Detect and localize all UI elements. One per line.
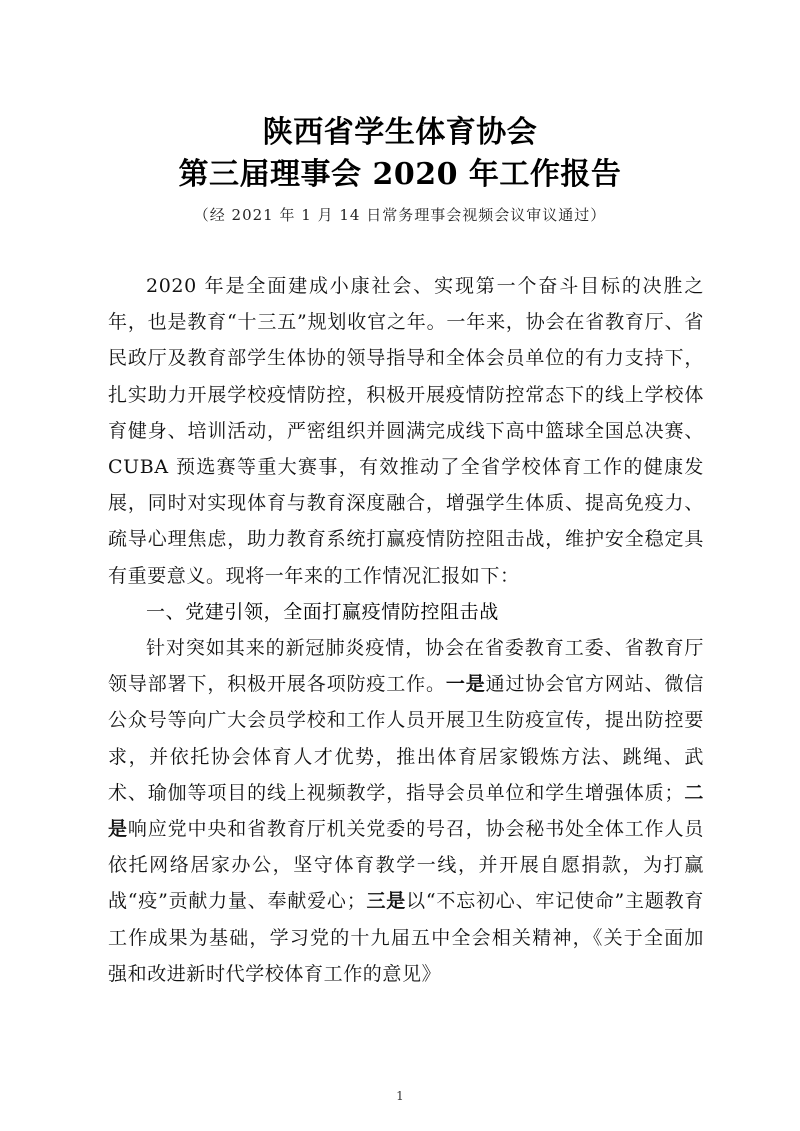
section-1-lead: 针对突如其来的新冠肺炎疫情，协会在省委教育工委、省教育厅领导部署下，积极开展各项防疫工作。: [108, 637, 704, 696]
point-3-label: 三是: [366, 890, 407, 913]
point-2-text: 响应党中央和省教育厅机关党委的号召，协会秘书处全体工作人员依托网络居家办公，坚守体育教学一线，并开展自愿捐款，为打赢战“疫”贡献力量、奉献爱心；: [108, 818, 705, 913]
point-3-text: 以“不忘初心、牢记使命”主题教育工作成果为基础，学习党的十九届五中全会相关精神，《关于全面加强和改进新时代学校体育工作的意见》: [108, 890, 705, 985]
document-title-line-2: 第三届理事会 2020 年工作报告: [178, 157, 622, 192]
section-1-paragraph: [108, 630, 704, 992]
page-number: 1: [396, 1089, 404, 1103]
document-title-line-1: 陕西省学生体育协会: [262, 115, 538, 150]
point-1-label: 一是: [445, 673, 486, 696]
document-subtitle: （经 2021 年 1 月 14 日常务理事会视频会议审议通过）: [193, 206, 607, 224]
point-1-text: 通过协会官方网站、微信公众号等向广大会员学校和工作人员开展卫生防疫宣传，提出防控要求，并依托协会体育人才优势，推出体育居家锻炼方法、跳绳、武术、瑜伽等项目的线上视频教学，指导会员单位和学生增强体质；: [108, 673, 705, 804]
title-block: [0, 112, 800, 226]
document-body: [108, 268, 704, 992]
intro-paragraph: 2020 年是全面建成小康社会、实现第一个奋斗目标的决胜之年，也是教育“十三五”规划收官之年。一年来，协会在省教育厅、省民政厅及教育部学生体协的领导指导和全体会员单位的有力支持下，扎实助力开展学校疫情防控，积极开展疫情防控常态下的线上学校体育健身、培训活动，严密组织并圆满完成线下高中篮球全国总决赛、CUBA 预选赛等重大赛事，有效推动了全省学校体育工作的健康发展，同时对实现体育与教育深度融合，增强学生体质、提高免疫力、疏导心理焦虑，助力教育系统打赢疫情防控阻击战，维护安全稳定具有重要意义。现将一年来的工作情况汇报如下：: [108, 275, 704, 587]
section-1-heading: 一、党建引领，全面打赢疫情防控阻击战: [146, 600, 499, 623]
point-2-label: 二是: [108, 781, 705, 841]
